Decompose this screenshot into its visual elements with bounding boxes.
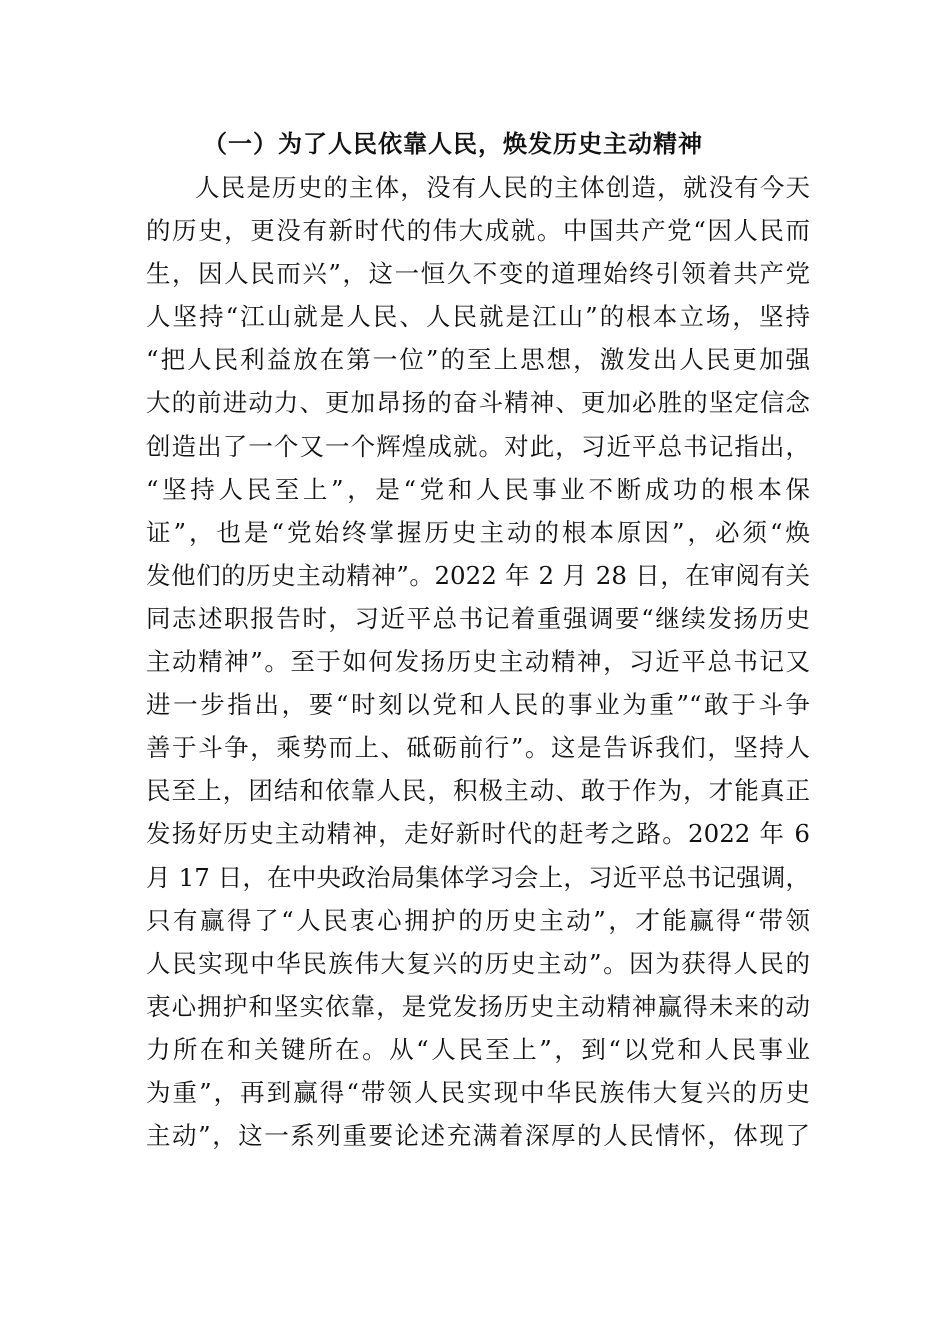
- paragraph-line: “把人民利益放在第一位”的至上思想，激发出人民更加强: [146, 345, 810, 375]
- paragraph-line: 发他们的历史主动精神”。2022 年 2 月 28 日，在审阅有关: [146, 560, 810, 590]
- paragraph-line: 善于斗争，乘势而上、砥砺前行”。这是告诉我们，坚持人: [146, 733, 810, 763]
- paragraph-line: 的历史，更没有新时代的伟大成就。中国共产党“因人民而: [146, 216, 810, 246]
- paragraph-line: 为重”，再到赢得“带领人民实现中华民族伟大复兴的历史: [146, 1077, 810, 1107]
- paragraph-line: 人民是历史的主体，没有人民的主体创造，就没有今天: [195, 173, 810, 202]
- paragraph-line: 主动”，这一系列重要论述充满着深厚的人民情怀，体现了: [146, 1121, 810, 1151]
- paragraph-line: 衷心拥护和坚实依靠，是党发扬历史主动精神赢得未来的动: [146, 991, 810, 1021]
- section-heading: （一）为了人民依靠人民，焕发历史主动精神: [203, 129, 703, 158]
- paragraph-line: “坚持人民至上”，是“党和人民事业不断成功的根本保: [146, 474, 810, 504]
- paragraph-line: 力所在和关键所在。从“人民至上”，到“以党和人民事业: [146, 1034, 810, 1064]
- paragraph-line: 发扬好历史主动精神，走好新时代的赶考之路。2022 年 6: [146, 819, 810, 849]
- paragraph-line: 月 17 日，在中央政治局集体学习会上，习近平总书记强调，: [146, 862, 810, 892]
- paragraph-line: 大的前进动力、更加昂扬的奋斗精神、更加必胜的坚定信念: [146, 388, 810, 418]
- body-paragraph: [146, 166, 810, 1157]
- paragraph-line: 民至上，团结和依靠人民，积极主动、敢于作为，才能真正: [146, 776, 810, 806]
- paragraph-line: 主动精神”。至于如何发扬历史主动精神，习近平总书记又: [146, 647, 810, 677]
- paragraph-line: 进一步指出，要“时刻以党和人民的事业为重”“敢于斗争: [146, 690, 810, 720]
- paragraph-line: 同志述职报告时，习近平总书记着重强调要“继续发扬历史: [146, 603, 810, 633]
- paragraph-line: 只有赢得了“人民衷心拥护的历史主动”，才能赢得“带领: [146, 905, 810, 935]
- paragraph-line: 创造出了一个又一个辉煌成就。对此，习近平总书记指出，: [146, 431, 810, 461]
- paragraph-line: 证”，也是“党始终掌握历史主动的根本原因”，必须“焕: [146, 517, 810, 547]
- paragraph-line: 人坚持“江山就是人民、人民就是江山”的根本立场，坚持: [146, 302, 810, 332]
- paragraph-line: 生，因人民而兴”，这一恒久不变的道理始终引领着共产党: [146, 259, 810, 289]
- paragraph-line: 人民实现中华民族伟大复兴的历史主动”。因为获得人民的: [146, 948, 810, 978]
